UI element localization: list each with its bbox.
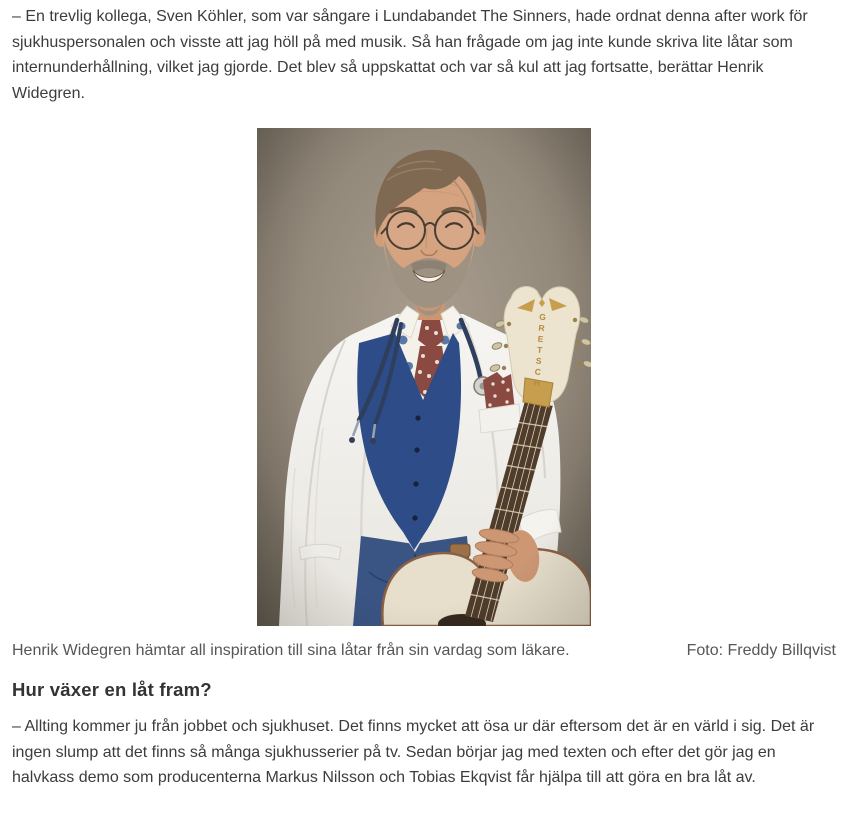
intro-paragraph: – En trevlig kollega, Sven Köhler, som var sångare i Lundabandet The Sinners, hade ordnat denna after work för sjukhuspersonalen och visste att jag höll på med musik. Så han frågade om jag inte kunde skriva lite låtar som internunderhållning, vilket jag gjorde. Det blev så uppskattat och var så kul att jag fortsatte, berättar Henrik Widegren. [12, 8, 808, 102]
photo-henrik-widegren [257, 128, 591, 626]
section-heading: Hur växer en låt fram? [12, 679, 212, 700]
photo-container [12, 128, 836, 626]
photo-caption: Henrik Widegren hämtar all inspiration till sina låtar från sin vardag som läkare. [12, 642, 570, 659]
photo-credit: Foto: Freddy Billqvist [686, 642, 836, 659]
article-figure [12, 128, 836, 662]
answer-paragraph: – Allting kommer ju från jobbet och sjukhuset. Det finns mycket att ösa ur där eftersom det är en värld i sig. Det är ingen slump att det finns så många sjukhusserier på tv. Sedan börjar jag med texten och efter det gör jag en halvkass demo som producenterna Markus Nilsson och Tobias Ekqvist får hjälpa till att göra en bra låt av. [12, 718, 815, 786]
photo-vignette [257, 128, 591, 626]
photo-caption-row [12, 639, 836, 662]
